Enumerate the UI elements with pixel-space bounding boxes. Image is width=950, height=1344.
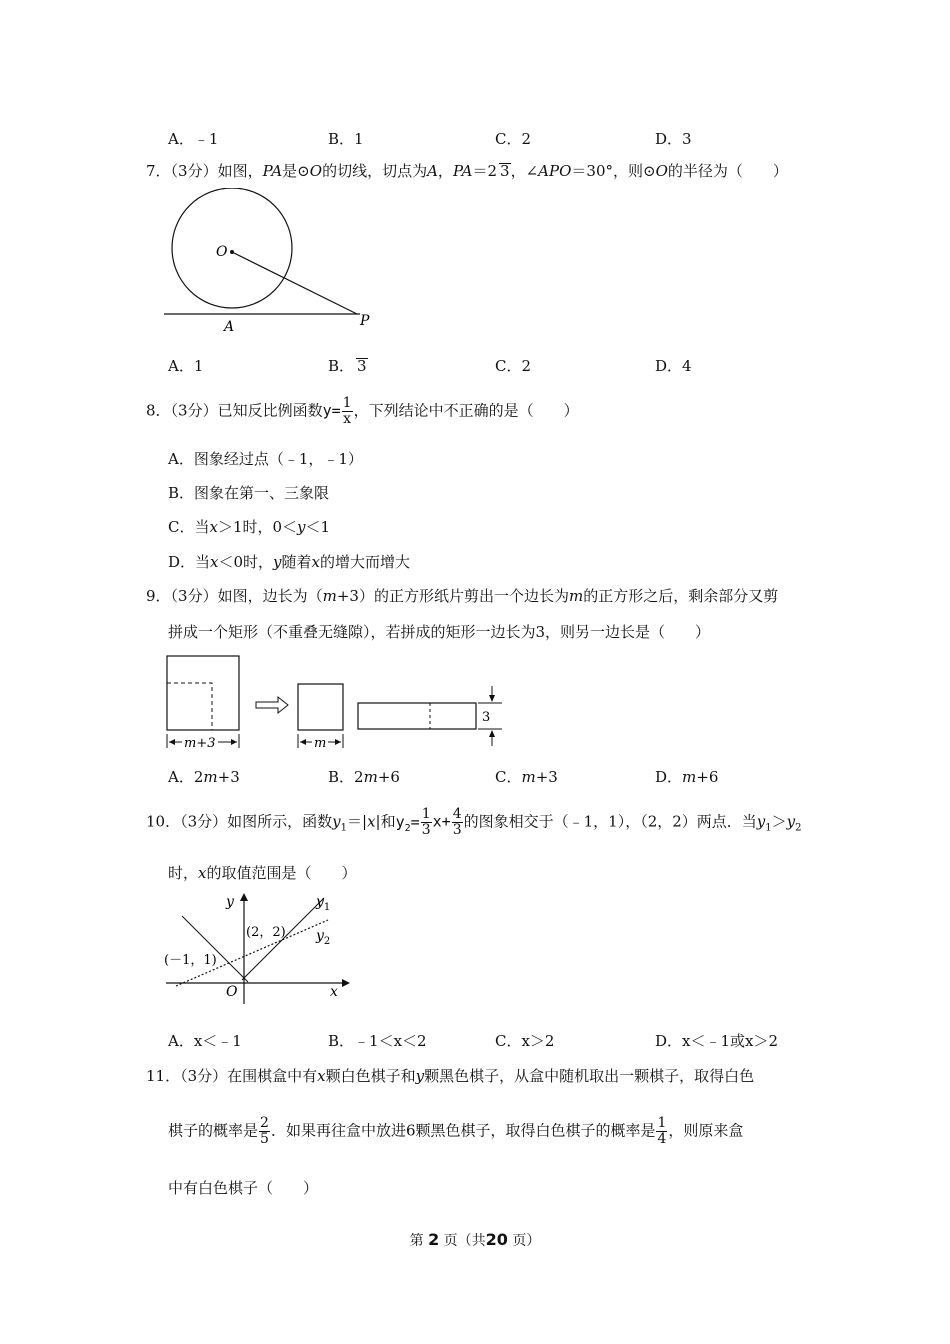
q8-option-b: B．图象在第一、三象限: [168, 484, 330, 502]
q6-option-b: B．1: [328, 130, 364, 148]
q8-option-a: A．图象经过点（﹣1，﹣1）: [168, 450, 363, 468]
q10-origin: O: [226, 984, 238, 1000]
q6-option-a: A．﹣1: [168, 130, 219, 148]
q9-label-big: m+3: [184, 736, 216, 751]
q7-figure: [160, 188, 380, 338]
q9-label-rect: 3: [482, 710, 491, 725]
q10-option-c: C．x＞2: [495, 1032, 555, 1050]
q10-fraction-1: $\frac{1}{3}$: [421, 806, 431, 838]
q10-option-b: B．﹣1＜x＜2: [328, 1032, 427, 1050]
q7-option-d: D．4: [655, 357, 692, 375]
q8-fraction: $\frac{1}{x}$: [342, 395, 352, 427]
q7-option-a: A．1: [168, 357, 204, 375]
q9-stem-line1: 9．（3分）如图，边长为（m+3）的正方形纸片剪出一个边长为m的正方形之后，剩余部分又剪: [146, 587, 779, 605]
q11-stem-line1: 11．（3分）在围棋盒中有x颗白色棋子和y颗黑色棋子，从盒中随机取出一颗棋子，取得白色: [146, 1067, 755, 1085]
q9-figure: [160, 650, 510, 755]
q7-label-a: A: [224, 319, 235, 335]
q7-option-c: C．2: [495, 357, 532, 375]
q7-label-o: O: [216, 244, 228, 260]
q10-point-minus1-1: (－1，1): [164, 953, 217, 968]
q9-label-small: m: [314, 736, 327, 751]
q7-stem: 7．（3分）如图，PA是⊙O的切线，切点为A，PA＝2 3，∠APO＝30°，则⊙O的半径为（ ）: [146, 162, 788, 180]
q6-option-c: C．2: [495, 130, 532, 148]
q10-fraction-2: $\frac{4}{3}$: [452, 806, 462, 838]
q9-option-b: B．2m+6: [328, 768, 400, 786]
q10-option-a: A．x＜﹣1: [168, 1032, 242, 1050]
q10-line-y2: $y_2$: [316, 928, 331, 947]
q8-option-d: D．当x＜0时，y随着x的增大而增大: [168, 553, 411, 571]
q9-option-c: C．m+3: [495, 768, 558, 786]
q9-option-a: A．2m+3: [168, 768, 240, 786]
q10-stem-line1: 10．（3分）如图所示，函数$y_1=|x|$和$y_2=$ $\frac{1}{3}$ x+ $\frac{4}{3}$ 的图象相交于（﹣1，1），（2，2）两点．当$y_1>y_2$: [146, 806, 802, 838]
q10-axis-y: y: [226, 894, 234, 910]
q9-option-d: D．m+6: [655, 768, 719, 786]
q7-option-b-sqrt: 3: [357, 357, 367, 375]
page-footer: 第 2 页（共20 页）: [409, 1230, 541, 1249]
q10-point-2-2: (2，2): [246, 925, 286, 940]
q7-option-b: B． 3: [328, 357, 367, 375]
q11-stem-line2: 棋子的概率是 $\frac{2}{5}$ ．如果再往盒中放进6颗黑色棋子，取得白色棋子的概率是 $\frac{1}{4}$ ，则原来盒: [168, 1115, 744, 1147]
q8-stem: 8．（3分）已知反比例函数y= $\frac{1}{x}$ ，下列结论中不正确的是（ ）: [146, 395, 579, 427]
q10-figure: [160, 888, 360, 1008]
q7-sqrt: 3: [500, 162, 510, 180]
q9-stem-line2: 拼成一个矩形（不重叠无缝隙），若拼成的矩形一边长为3，则另一边长是（ ）: [168, 623, 711, 641]
q11-fraction-1: $\frac{2}{5}$: [260, 1115, 269, 1147]
q10-stem-line2: 时，x的取值范围是（ ）: [168, 864, 357, 882]
q11-stem-line3: 中有白色棋子（ ）: [168, 1179, 319, 1197]
q10-line-y1: $y_1$: [316, 894, 331, 913]
q10-axis-x: x: [330, 984, 338, 1000]
q11-fraction-2: $\frac{1}{4}$: [657, 1115, 667, 1147]
q6-option-d: D．3: [655, 130, 692, 148]
q10-option-d: D．x＜﹣1或x＞2: [655, 1032, 779, 1050]
page-total: 20: [485, 1230, 508, 1249]
q8-option-c: C．当x＞1时，0＜y＜1: [168, 518, 331, 536]
page-number: 2: [428, 1230, 440, 1249]
q7-label-p: P: [360, 313, 370, 329]
